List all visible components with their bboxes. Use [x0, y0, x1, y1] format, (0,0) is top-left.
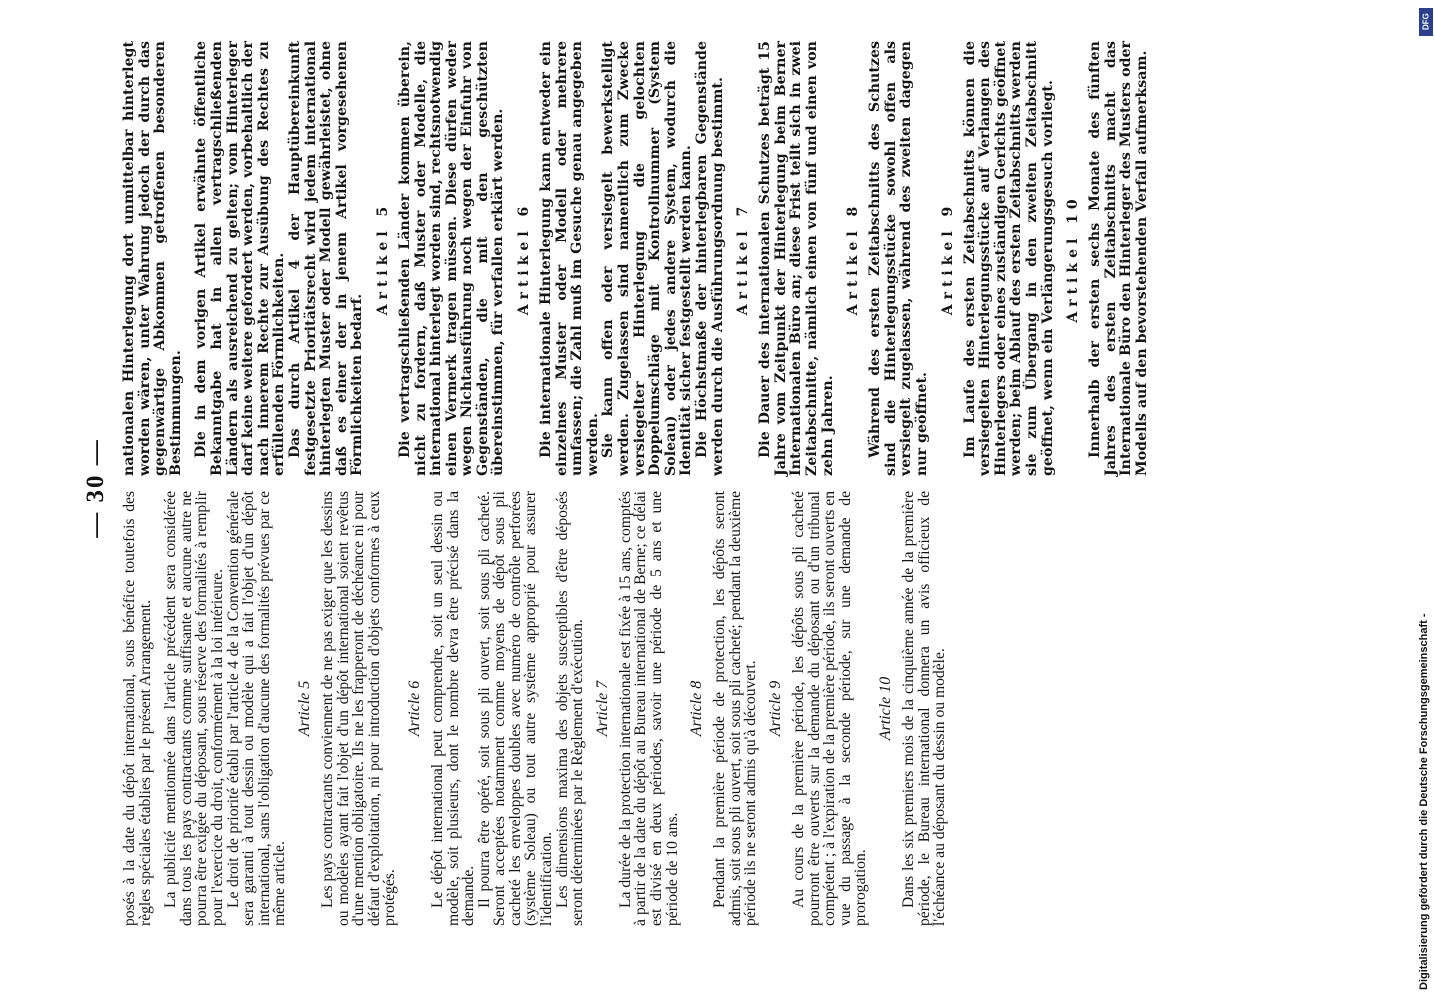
paragraph: La publicité mentionnée dans l'article précédent sera considérée dans tous les pays contractants comme suffisante et aucune autre ne pourra être exigée du déposant, sous réserve des formalités à remplir pour l'exercice du droit, conformément à la loi intérieure.	[162, 491, 226, 926]
paragraph: Die vertragschließenden Länder kommen überein, nicht zu fordern, daß Muster oder Modelle, die international hinterlegt worden sind, rechtsnotwendig einen Vermerk tragen müssen. Diese dürfen weder wegen Nichtausführung noch wegen der Einfuhr von Gegenständen, die mit den geschützten übereinstimmen, für verfallen erklärt werden.	[396, 41, 507, 476]
paragraph: Das durch Artikel 4 der Hauptübereinkunft festgesetzte Prioritätsrecht wird jedem international hinterlegten Muster oder Modell gewährleistet, ohne daß es einer der in jenem Artikel vorgesehenen Förmlichkeiten bedarf.	[286, 41, 366, 476]
article-heading: Article 10	[876, 676, 894, 741]
paragraph: Die internationale Hinterlegung kann entweder ein einzelnes Muster oder Modell oder mehrere umfassen; die Zahl muß im Gesuche genau angegeben werden.	[538, 41, 601, 476]
article-heading: Artikel 10	[1065, 194, 1082, 323]
paragraph: posés à la date du dépôt international, sous bénéfice toutefois des règles spéciales établies par le présent Arrangement.	[121, 491, 154, 926]
article-heading: Artikel 7	[735, 201, 752, 316]
article-heading: Article 9	[767, 680, 784, 737]
paragraph: Die Höchstmaße der hinterlegbaren Gegenstände werden durch die Ausführungsordnung bestimmt.	[694, 41, 726, 476]
article-heading: Artikel 6	[516, 201, 533, 316]
paragraph: Pendant la première période de protection, les dépôts seront admis, soit sous pli ouvert, soit sous pli cacheté; pendant la deuxième période ils ne seront admis qu'à découvert.	[711, 491, 760, 926]
german-column	[122, 41, 1150, 476]
article-heading: Artikel 9	[939, 201, 956, 316]
paragraph: Die in dem vorigen Artikel erwähnte öffentliche Bekanntgabe hat in allen vertragschließenden Ländern als ausreichend zu gelten; vom Hinterleger darf keine weitere gefordert werden, vorbehaltlich der nach innerem Rechte zur Ausübung des Rechtes zu erfüllenden Förmlichkeiten.	[193, 41, 288, 476]
paragraph: Le droit de priorité établi par l'article 4 de la Convention générale sera garanti à tout dessin ou modèle qui a fait l'objet d'un dépôt international, sans l'obligation d'aucune des formalités prévues par ce même article.	[224, 491, 289, 926]
article-heading: Artikel 5	[374, 201, 391, 316]
article-heading: Article 7	[593, 680, 611, 737]
paragraph: Die Dauer des internationalen Schutzes beträgt 15 Jahre vom Zeitpunkt der Hinterlegung beim Berner Internationalen Büro an; diese Frist teilt sich in zwei Zeitabschnitte, nämlich einen von fünf und einen von zehn Jahren.	[757, 41, 836, 476]
rotated-content	[80, 28, 1380, 948]
paragraph: La durée de la protection internationale est fixée à 15 ans, comptés à partir de la date du dépôt au Bureau international de Berne; ce délai est divisé en deux périodes, savoir une période de 5 ans et une période de 10 ans.	[616, 491, 681, 926]
french-column	[122, 491, 948, 926]
page-number: — 30 —	[82, 438, 109, 538]
paragraph: Au cours de la première période, les dépôts sous pli cacheté pourront être ouverts sur la demande du déposant ou d'un tribunal compétent ; à l'expiration de la première période, ils seront ouverts en vue du passage à la seconde période, sur une demande de prorogation.	[790, 491, 870, 926]
paragraph: Les dimensions maxima des objets susceptibles d'être déposés seront déterminées par le Règlement d'exécution.	[553, 491, 587, 926]
paragraph: Les pays contractants conviennent de ne pas exiger que les dessins ou modèles ayant fait l'objet d'un dépôt international soient revêtus d'une mention obligatoire. Ils ne les frapperont de déchéance ni pour défaut d'exploitation, ni pour introduction d'objets conformes à ceux protégés.	[318, 491, 399, 926]
dfg-logo: DFG	[1419, 8, 1433, 36]
paragraph: Sie kann offen oder versiegelt bewerkstelligt werden. Zugelassen sind namentlich zum Zwecke versiegelter Hinterlegung die gelochten Doppelumschläge mit Kontrollnummer (System Soleau) oder jedes andere System, wodurch die Identität sicher festgestellt werden kann.	[600, 41, 695, 476]
paragraph: Il pourra être opéré, soit sous pli ouvert, soit sous pli cacheté. Seront acceptées notamment comme moyens de dépôt sous pli cacheté les enveloppes doubles avec numéro de contrôle perforées (système Soleau) ou tout autre système approprié pour assurer l'identification.	[475, 491, 556, 926]
article-heading: Article 5	[295, 680, 313, 737]
paragraph: Innerhalb der ersten sechs Monate des fünften Jahres des ersten Zeitabschnitts macht das Internationale Büro den Hinterleger des Musters oder Modells auf den bevorstehenden Verfall aufmerksam.	[1087, 41, 1150, 476]
digitization-credit: Digitalisierung gefördert durch die Deutsche Forschungsgemeinschaft -	[1418, 613, 1430, 990]
paragraph: Während des ersten Zeitabschnitts des Schutzes sind die Hinterlegungsstücke sowohl offen als versiegelt zugelassen, während des zweiten dagegen nur geöffnet.	[867, 41, 930, 476]
article-heading: Article 8	[688, 680, 706, 737]
paragraph: Dans les six premiers mois de la cinquième année de la première période, le Bureau international donnera un avis officieux de l'échéance au déposant du dessin ou modèle.	[899, 491, 949, 926]
paragraph: nationalen Hinterlegung dort unmittelbar hinterlegt worden wären, unter Wahrung jedoch der durch das gegenwärtige Abkommen getroffenen besonderen Bestimmungen.	[121, 41, 184, 476]
paragraph: Le dépôt international peut comprendre, soit un seul dessin ou modèle, soit plusieurs, dont le nombre devra être précisé dans la demande.	[428, 491, 478, 926]
article-heading: Artikel 8	[845, 201, 862, 316]
article-heading: Article 6	[405, 680, 423, 737]
paragraph: Im Laufe des ersten Zeitabschnitts können die versiegelten Hinterlegungsstücke auf Verlangen des Hinterlegers oder eines zuständigen Gerichts geöffnet werden; beim Ablauf des ersten Zeitabschnitts werden sie zum Übergang in den zweiten Zeitabschnitt geöffnet, wenn ein Verlängerungsgesuch vorliegt.	[961, 41, 1056, 476]
